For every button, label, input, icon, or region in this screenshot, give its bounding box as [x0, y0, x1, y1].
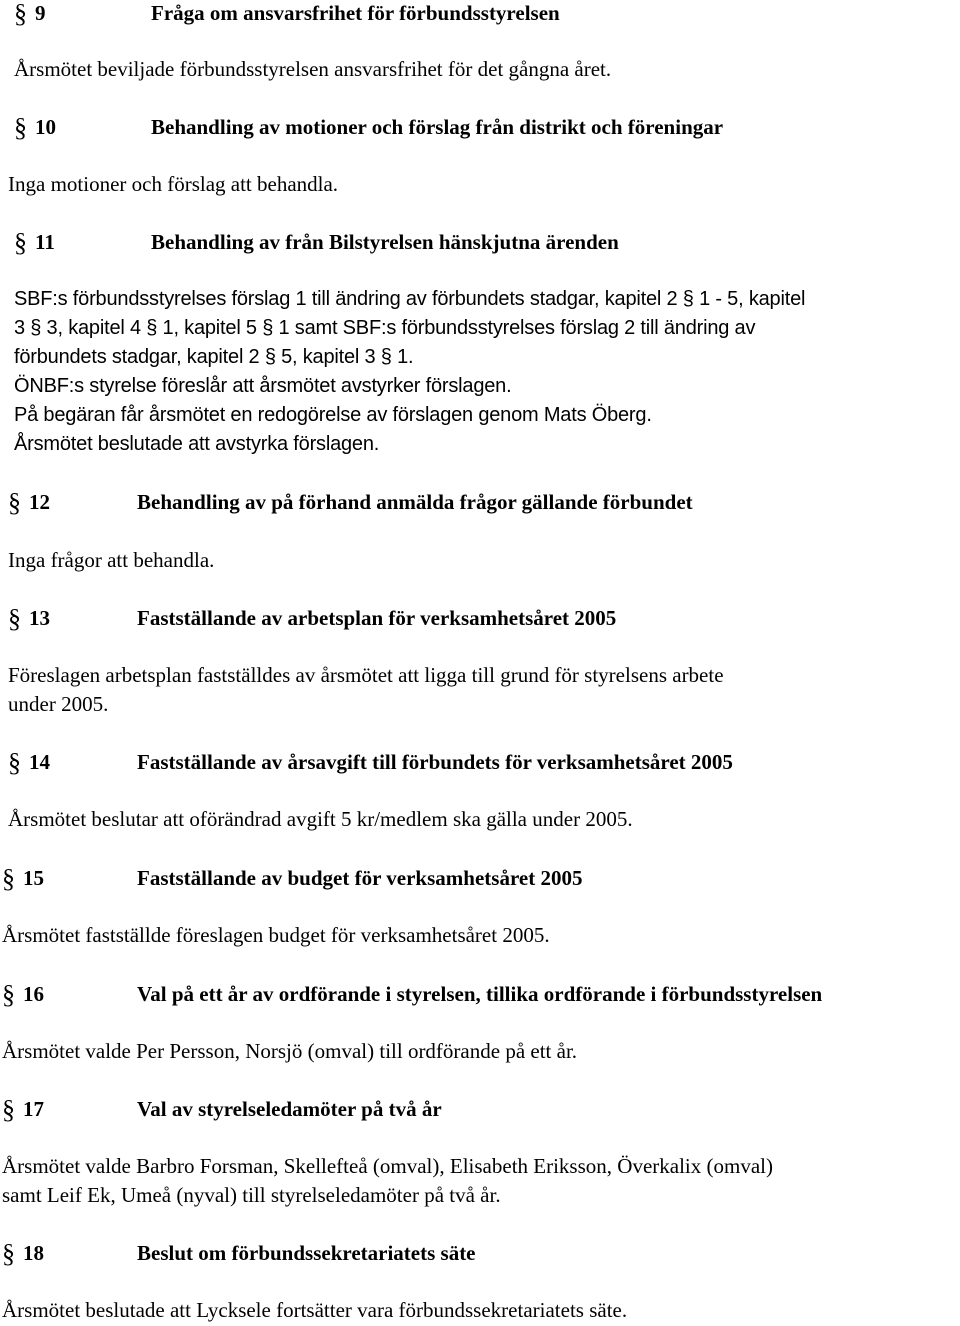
- section-number: 12: [29, 490, 50, 514]
- section-body-line: förbundets stadgar, kapitel 2 § 5, kapitel 3 § 1.: [14, 346, 414, 368]
- section-body-line: Årsmötet beviljade förbundsstyrelsen ansvarsfrihet för det gångna året.: [14, 57, 612, 81]
- section-title: Val på ett år av ordförande i styrelsen, tillika ordförande i förbundsstyrelsen: [137, 982, 823, 1006]
- section-title: Fastställande av budget för verksamhetsåret 2005: [137, 866, 583, 890]
- section-number: 10: [35, 115, 56, 139]
- section-number: 18: [23, 1241, 44, 1265]
- section-number: 9: [35, 1, 46, 25]
- section-sign: §: [14, 0, 27, 28]
- section-heading: [8, 488, 693, 517]
- section-number: 11: [35, 230, 55, 254]
- section-sign: §: [8, 604, 21, 633]
- section-body-line: under 2005.: [8, 692, 109, 716]
- section-title: Behandling av motioner och förslag från distrikt och föreningar: [151, 115, 724, 139]
- section-number: 15: [23, 866, 44, 890]
- section-body-line: Årsmötet beslutade att avstyrka förslagen.: [14, 433, 380, 455]
- section-heading: [2, 1239, 476, 1268]
- section-heading: [8, 748, 733, 777]
- section-body-line: Årsmötet beslutar att oförändrad avgift 5 kr/medlem ska gälla under 2005.: [8, 807, 633, 831]
- section-body-line: 3 § 3, kapitel 4 § 1, kapitel 5 § 1 samt SBF:s förbundsstyrelses förslag 2 till ändring av: [14, 317, 756, 339]
- section-heading: [2, 864, 583, 893]
- section-body-line: Årsmötet fastställde föreslagen budget för verksamhetsåret 2005.: [2, 923, 550, 947]
- section-body-line: Årsmötet beslutade att Lycksele fortsätter vara förbundssekretariatets säte.: [2, 1298, 628, 1322]
- section-sign: §: [14, 113, 27, 142]
- section-title: Val av styrelseledamöter på två år: [137, 1097, 442, 1121]
- section-heading: [2, 980, 823, 1009]
- section-heading: [14, 228, 619, 257]
- section-number: 16: [23, 982, 44, 1006]
- section-title: Fastställande av arbetsplan för verksamhetsåret 2005: [137, 606, 617, 630]
- section-heading: [8, 604, 617, 633]
- section-title: Behandling av på förhand anmälda frågor gällande förbundet: [137, 490, 693, 514]
- section-body-line: SBF:s förbundsstyrelses förslag 1 till ändring av förbundets stadgar, kapitel 2 § 1 - 5, kapitel: [14, 288, 806, 310]
- section-body-line: Årsmötet valde Barbro Forsman, Skellefteå (omval), Elisabeth Eriksson, Överkalix (omval): [2, 1154, 773, 1178]
- section-number: 13: [29, 606, 50, 630]
- section-heading: [14, 113, 724, 142]
- section-number: 14: [29, 750, 50, 774]
- section-sign: §: [2, 864, 15, 893]
- section-body-line: Inga motioner och förslag att behandla.: [8, 172, 339, 196]
- section-body-line: Föreslagen arbetsplan fastställdes av årsmötet att ligga till grund för styrelsens arbete: [8, 663, 724, 687]
- section-sign: §: [2, 980, 15, 1009]
- section-body-line: Årsmötet valde Per Persson, Norsjö (omval) till ordförande på ett år.: [2, 1039, 578, 1063]
- section-body-line: ÖNBF:s styrelse föreslår att årsmötet avstyrker förslagen.: [14, 375, 512, 397]
- section-sign: §: [8, 488, 21, 517]
- section-heading: [14, 0, 560, 28]
- section-sign: §: [2, 1239, 15, 1268]
- section-sign: §: [8, 748, 21, 777]
- section-sign: §: [14, 228, 27, 257]
- section-title: Fastställande av årsavgift till förbundets för verksamhetsåret 2005: [137, 750, 733, 774]
- section-number: 17: [23, 1097, 44, 1121]
- section-sign: §: [2, 1095, 15, 1124]
- section-body-line: Inga frågor att behandla.: [8, 548, 215, 572]
- section-title: Behandling av från Bilstyrelsen hänskjutna ärenden: [151, 230, 619, 254]
- section-body-line: På begäran får årsmötet en redogörelse av förslagen genom Mats Öberg.: [14, 404, 652, 426]
- section-title: Fråga om ansvarsfrihet för förbundsstyrelsen: [151, 1, 560, 25]
- section-title: Beslut om förbundssekretariatets säte: [137, 1241, 476, 1265]
- section-heading: [2, 1095, 442, 1124]
- section-body-line: samt Leif Ek, Umeå (nyval) till styrelseledamöter på två år.: [2, 1183, 501, 1207]
